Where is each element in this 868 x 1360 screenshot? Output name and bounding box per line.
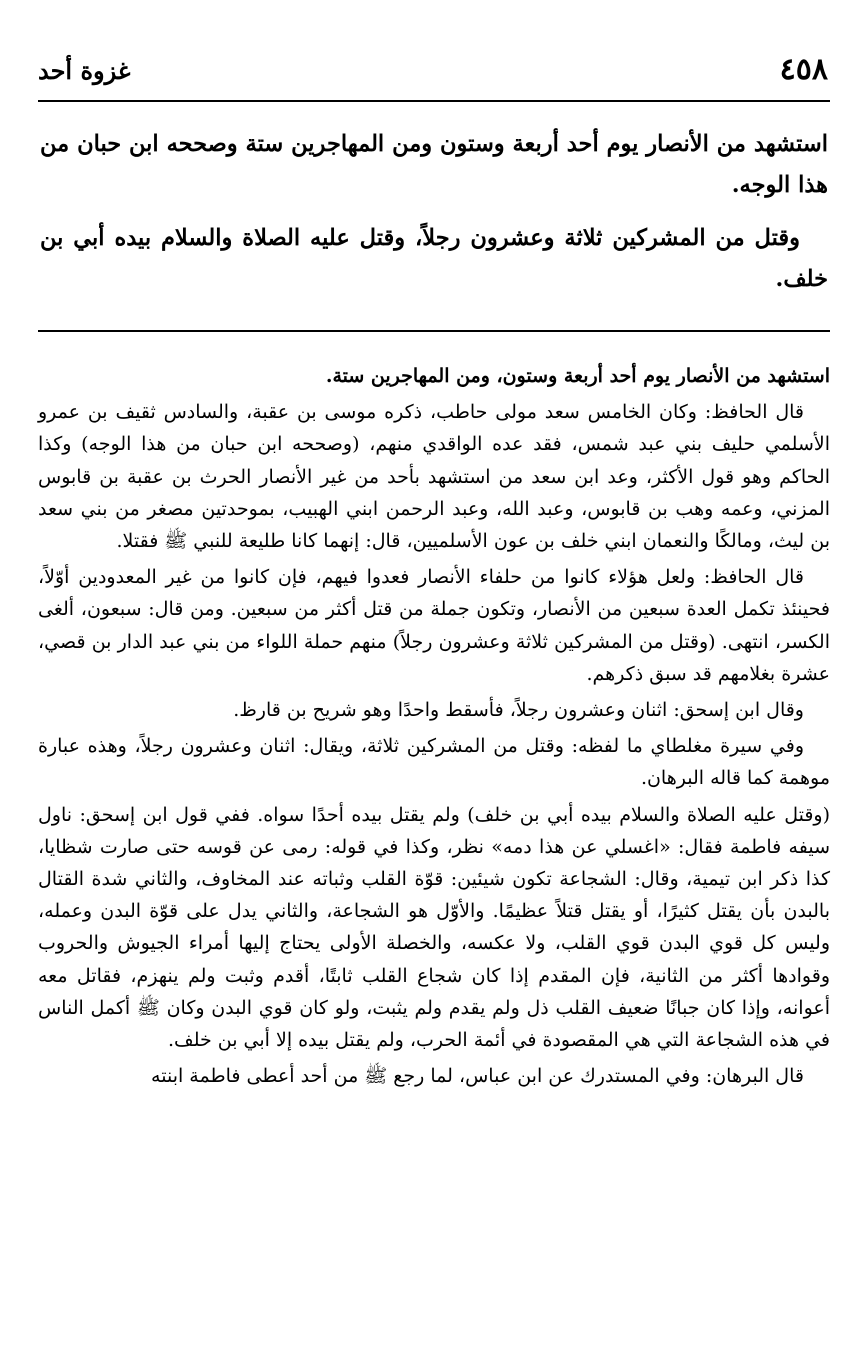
header-rule <box>38 100 830 102</box>
commentary-paragraph: قال البرهان: وفي المستدرك عن ابن عباس، لما رجع ﷺ من أحد أعطى فاطمة ابنته <box>151 1065 804 1088</box>
footnote-separator <box>38 330 830 332</box>
page-number: ٤٥٨ <box>779 52 828 87</box>
commentary-heading: استشهد من الأنصار يوم أحد أربعة وستون، ومن المهاجرين ستة. <box>325 365 830 387</box>
commentary-paragraph: وقال ابن إسحق: اثنان وعشرون رجلاً، فأسقط واحدًا وهو شريح بن قارظ. <box>233 699 804 722</box>
commentary-paragraph: قال الحافظ: وكان الخامس سعد مولى حاطب، ذكره موسى بن عقبة، والسادس ثقيف بن عمرو الأسلمي حليف بني عبد شمس، فقد عده الواقدي منهم، (وصححه ابن حبان من هذا الوجه) وكذا الحاكم وهو قول الأكثر، وعد ابن سعد من استشهد بأحد من غير الأنصار الحرث بن عقبة بن قابوس المزني، وعمه وهب بن قابوس، وعبد الله، وعبد الرحمن ابني الهبيب، بموحدتين مصغر من بني سعد بن ليث، ومالكًا والنعمان ابني خلف بن عون الأسلميين، قال: إنهما كانا طليعة للنبي ﷺ فقتلا. <box>38 401 830 553</box>
page-header <box>38 52 828 92</box>
main-text-paragraph: استشهد من الأنصار يوم أحد أربعة وستون ومن المهاجرين ستة وصححه ابن حبان من هذا الوجه. <box>40 131 828 198</box>
running-title: غزوة أحد <box>38 56 131 85</box>
main-text-paragraph: وقتل من المشركين ثلاثة وعشرون رجلاً، وقتل عليه الصلاة والسلام بيده أبي بن خلف. <box>40 225 828 292</box>
main-text <box>40 124 828 312</box>
commentary-paragraph: (وقتل عليه الصلاة والسلام بيده أبي بن خلف) ولم يقتل بيده أحدًا سواه. ففي قول ابن إسحق: ناول سيفه فاطمة فقال: «اغسلي عن هذا دمه» نظر، وكذا في قوله: رمى عن قوسه حتى صارت شظايا، كذا ذكر ابن تيمية، وقال: الشجاعة تكون شيئين: قوّة القلب وثباته عند المخاوف، والثاني شدة القتال بالبدن بأن يقتل كثيرًا، أو يقتل قتلاً عظيمًا. والأوّل هو الشجاعة، والثاني يدل على قوّة البدن وعمله، وليس كل قوي البدن قوي القلب، ولا عكسه، والخصلة الأولى يحتاج إليها أمراء الجيوش والحروب وقوادها أكثر من الثانية، فإن المقدم إذا كان شجاع القلب ثابتًا، أقدم وثبت ولم ينهزم، فقاتل معه أعوانه، وإذا كان جبانًا ضعيف القلب ذل ولم يقدم ولم يثبت، ولو كان قوي البدن وكان ﷺ أكمل الناس في هذه الشجاعة التي هي المقصودة في أئمة الحرب، ولم يقتل بيده إلا أبي بن خلف. <box>38 803 830 1052</box>
commentary-paragraph: وفي سيرة مغلطاي ما لفظه: وقتل من المشركين ثلاثة، ويقال: اثنان وعشرون رجلاً، وهذه عبارة موهمة كما قاله البرهان. <box>38 735 830 790</box>
commentary-paragraph: قال الحافظ: ولعل هؤلاء كانوا من حلفاء الأنصار فعدوا فيهم، فإن كانوا من غير المعدودين أوّلاً، فحينئذ تكمل العدة سبعين من الأنصار، وتكون جملة من قتل أكثر من سبعين. ومن قال: سبعون، ألغى الكسر، انتهى. (وقتل من المشركين ثلاثة وعشرون رجلاً) منهم حملة اللواء من بني عبد الدار بن قصي، عشرة بغلامهم قد سبق ذكرهم. <box>38 566 830 685</box>
commentary <box>38 360 830 1096</box>
